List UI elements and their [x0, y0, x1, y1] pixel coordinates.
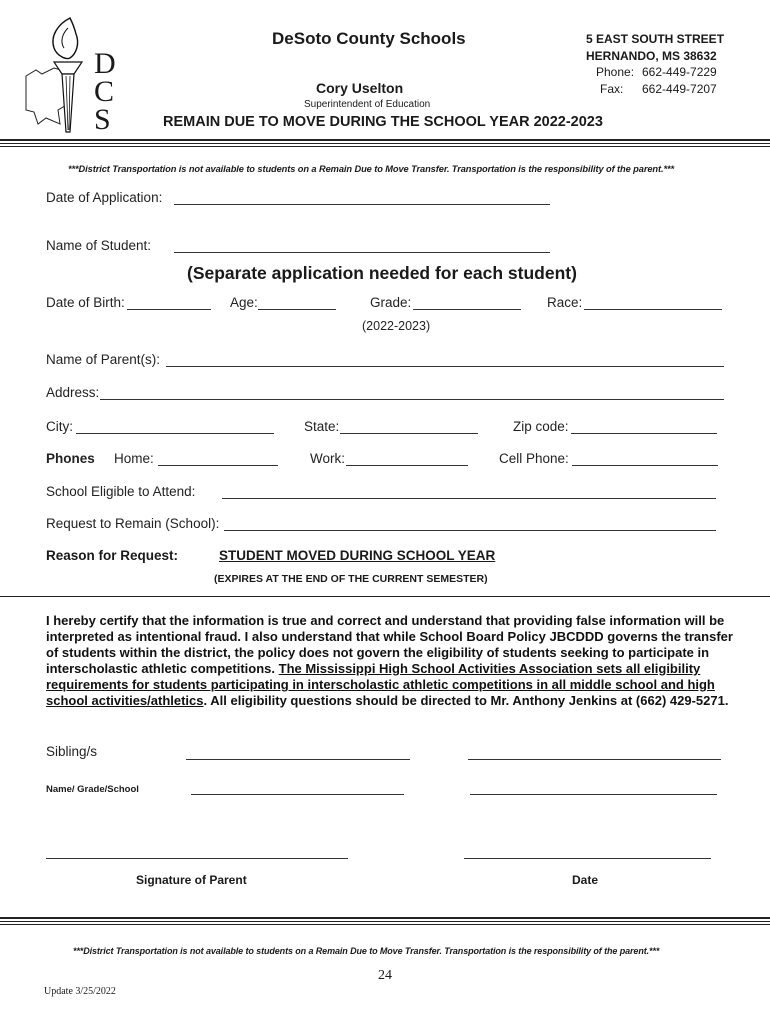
date-signature-line[interactable] [464, 858, 711, 859]
fax-number: 662-449-7207 [642, 82, 717, 96]
transport-notice-bottom: ***District Transportation is not available to students on a Remain Due to Move Transfer. Transportation is the responsibility of the parent.*** [73, 946, 660, 956]
district-name: DeSoto County Schools [272, 29, 466, 48]
header-rule-1 [0, 139, 770, 141]
header-rule-3 [0, 146, 770, 147]
district-logo [24, 14, 134, 138]
parent-signature-line[interactable] [46, 858, 348, 859]
zip-line[interactable] [571, 433, 717, 434]
work-phone-label: Work: [310, 451, 346, 466]
phones-label: Phones [46, 451, 95, 466]
mhsaa-statement: The Mississippi High School Activities Association sets all eligibility requirements for students participating in interscholastic athletic competitions in all middle school and high school activities/athletics [46, 661, 715, 708]
reason-label: Reason for Request: [46, 548, 179, 563]
grade-label: Grade: [370, 295, 412, 310]
home-phone-line[interactable] [158, 465, 278, 466]
student-name-line[interactable] [174, 252, 550, 253]
phone-label: Phone: [596, 65, 635, 79]
update-date: Update 3/25/2022 [44, 986, 116, 997]
race-line[interactable] [584, 309, 722, 310]
transport-notice-top: ***District Transportation is not available to students on a Remain Due to Move Transfer. Transportation is the responsibility of the parent.*** [68, 164, 675, 174]
grade-line[interactable] [413, 309, 521, 310]
address-line[interactable] [100, 399, 724, 400]
certification-contact: . All eligibility questions should be directed to Mr. Anthony Jenkins at (662) 429-5271. [203, 693, 729, 708]
sibling-line-4[interactable] [470, 794, 717, 795]
parents-line[interactable] [166, 366, 724, 367]
logo-letter-c: C [94, 75, 115, 108]
city-line[interactable] [76, 433, 274, 434]
home-phone-label: Home: [114, 451, 154, 466]
city-label: City: [46, 419, 73, 434]
school-eligible-line[interactable] [222, 498, 716, 499]
form-title: REMAIN DUE TO MOVE DURING THE SCHOOL YEAR 2022-2023 [163, 114, 603, 130]
student-name-label: Name of Student: [46, 238, 152, 253]
separate-application-note: (Separate application needed for each student) [187, 263, 577, 283]
logo-letter-d: D [94, 47, 116, 80]
state-label: State: [304, 419, 340, 434]
race-label: Race: [547, 295, 583, 310]
footer-rule-2 [0, 921, 770, 922]
footer-rule-3 [0, 924, 770, 925]
superintendent-title: Superintendent of Education [304, 99, 431, 110]
dob-label: Date of Birth: [46, 295, 125, 310]
request-remain-line[interactable] [224, 530, 716, 531]
state-line[interactable] [340, 433, 478, 434]
address-city: HERNANDO, MS 38632 [586, 49, 717, 63]
cell-phone-label: Cell Phone: [499, 451, 569, 466]
certification-paragraph [46, 613, 736, 709]
superintendent-name: Cory Uselton [316, 80, 404, 96]
logo-letter-s: S [94, 103, 111, 136]
page-number: 24 [378, 968, 392, 983]
section-rule [0, 596, 770, 597]
date-of-application-line[interactable] [174, 204, 550, 205]
sibling-line-3[interactable] [191, 794, 404, 795]
siblings-sublabel: Name/ Grade/School [46, 784, 139, 795]
work-phone-line[interactable] [346, 465, 468, 466]
dob-line[interactable] [127, 309, 211, 310]
age-label: Age: [230, 295, 258, 310]
cell-phone-line[interactable] [572, 465, 718, 466]
header-rule-2 [0, 143, 770, 144]
date-signature-label: Date [572, 873, 599, 887]
parents-label: Name of Parent(s): [46, 352, 161, 367]
reason-value: STUDENT MOVED DURING SCHOOL YEAR [219, 548, 496, 563]
siblings-label: Sibling/s [46, 744, 98, 759]
request-remain-label: Request to Remain (School): [46, 516, 220, 531]
footer-rule-1 [0, 917, 770, 919]
school-eligible-label: School Eligible to Attend: [46, 484, 196, 499]
sibling-line-2[interactable] [468, 759, 721, 760]
address-street: 5 EAST SOUTH STREET [586, 32, 725, 46]
address-label: Address: [46, 385, 100, 400]
date-of-application-label: Date of Application: [46, 190, 163, 205]
age-line[interactable] [258, 309, 336, 310]
zip-label: Zip code: [513, 419, 569, 434]
grade-year: (2022-2023) [362, 319, 431, 333]
sibling-line-1[interactable] [186, 759, 410, 760]
expires-note: (EXPIRES AT THE END OF THE CURRENT SEMESTER) [214, 573, 488, 585]
fax-label: Fax: [600, 82, 624, 96]
parent-signature-label: Signature of Parent [136, 873, 247, 887]
torch-icon [24, 14, 94, 138]
certification-text: I hereby certify that the information is true and correct and understand that providing false information will be interpreted as intentional fraud. I also understand that while School Board Policy JBCDDD governs the transfer of students within the district, the policy does not govern the eligibility of students seeking to participate in interscholastic athletic competitions. [46, 613, 733, 676]
phone-number: 662-449-7229 [642, 65, 717, 79]
